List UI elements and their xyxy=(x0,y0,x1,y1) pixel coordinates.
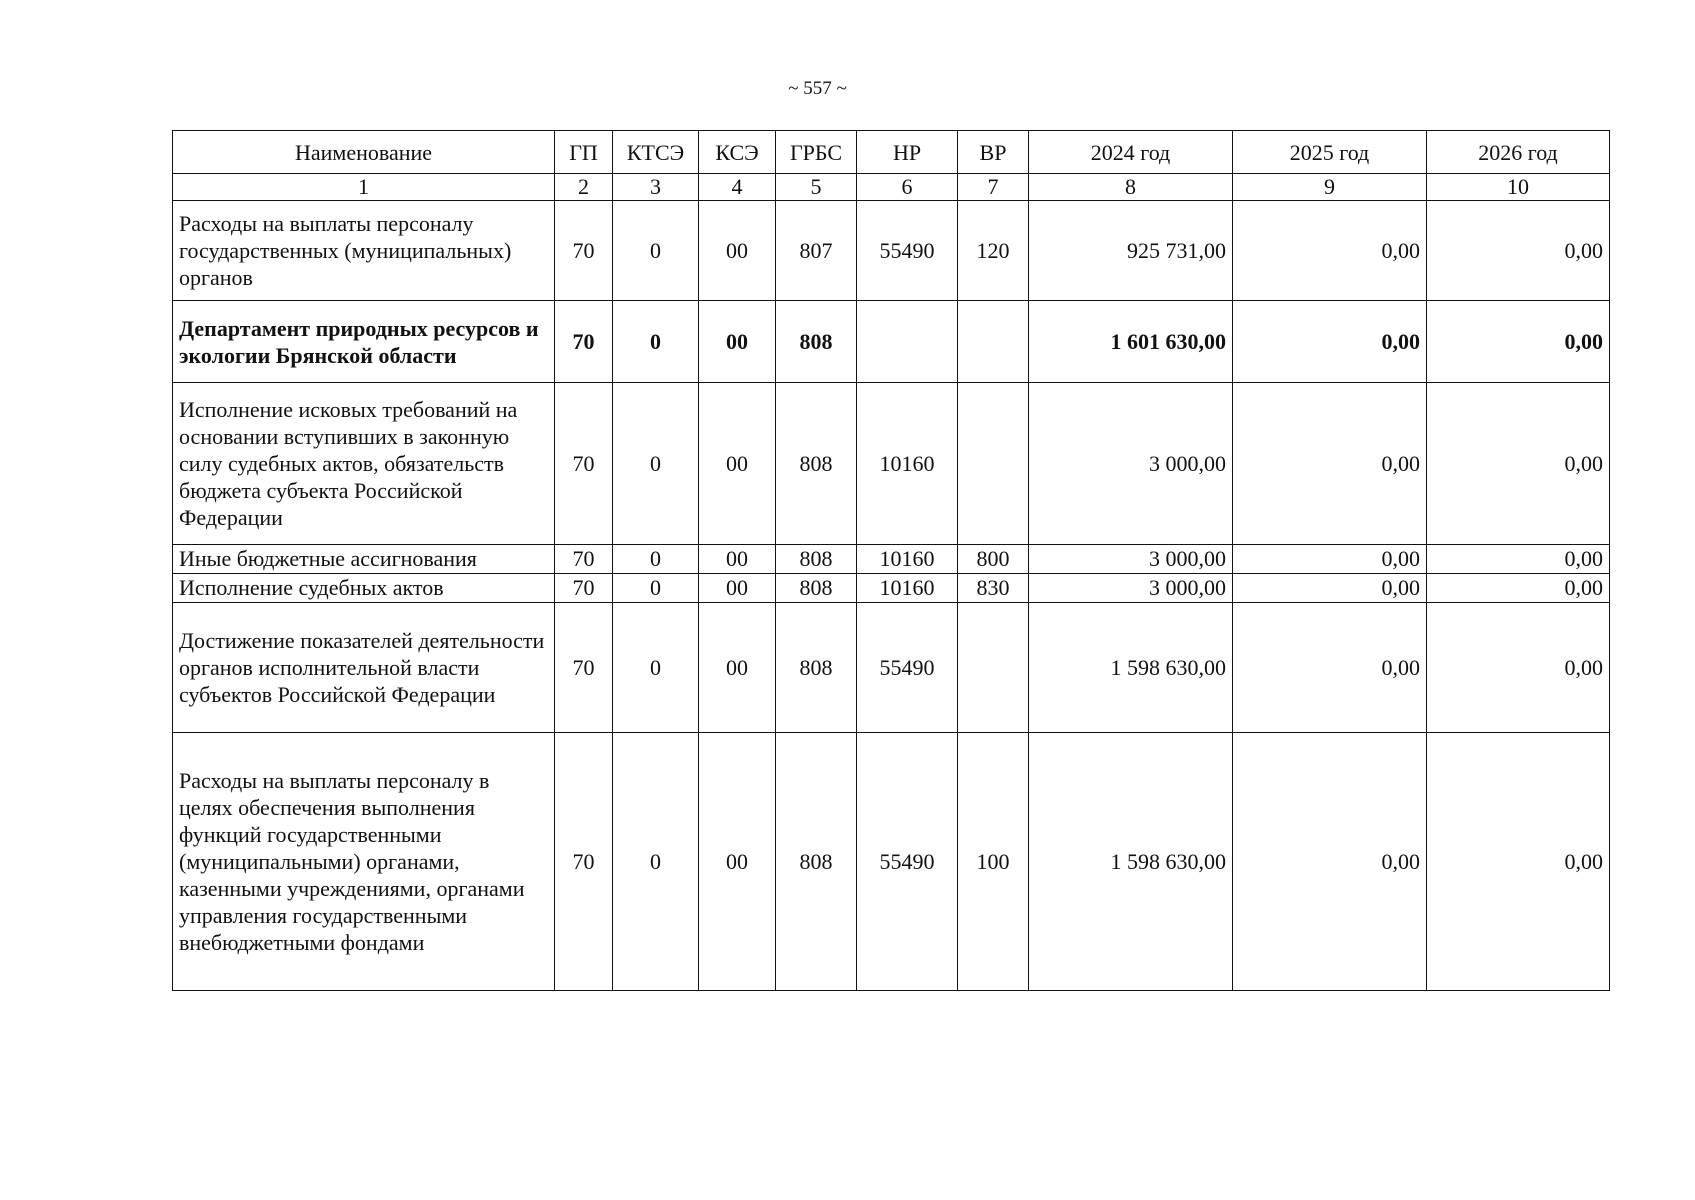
column-number: 8 xyxy=(1029,174,1233,201)
column-number: 9 xyxy=(1233,174,1427,201)
row-gp: 70 xyxy=(555,603,613,733)
row-vr: 100 xyxy=(958,733,1029,991)
header-vr: ВР xyxy=(958,131,1029,174)
row-gp: 70 xyxy=(555,733,613,991)
header-kse: КСЭ xyxy=(699,131,776,174)
row-2026: 0,00 xyxy=(1427,301,1610,383)
row-grbs: 808 xyxy=(776,301,857,383)
budget-table xyxy=(172,130,1610,991)
row-2024: 1 598 630,00 xyxy=(1029,603,1233,733)
row-kse: 00 xyxy=(699,201,776,301)
table-row xyxy=(173,574,1610,603)
row-2026: 0,00 xyxy=(1427,201,1610,301)
table-row xyxy=(173,201,1610,301)
row-name: Расходы на выплаты персоналу в целях обеспечения выполнения функций государственными (муниципальными) органами, казенными учреждениями, органами управления государственными внебюджетными фондами xyxy=(173,733,555,991)
header-2024: 2024 год xyxy=(1029,131,1233,174)
row-name: Достижение показателей деятельности органов исполнительной власти субъектов Российской Федерации xyxy=(173,603,555,733)
row-kse: 00 xyxy=(699,574,776,603)
row-vr xyxy=(958,603,1029,733)
row-vr xyxy=(958,383,1029,545)
row-2025: 0,00 xyxy=(1233,603,1427,733)
row-grbs: 808 xyxy=(776,733,857,991)
row-grbs: 808 xyxy=(776,383,857,545)
row-vr: 120 xyxy=(958,201,1029,301)
row-nr: 10160 xyxy=(857,383,958,545)
column-number: 3 xyxy=(613,174,699,201)
header-2025: 2025 год xyxy=(1233,131,1427,174)
row-2024: 925 731,00 xyxy=(1029,201,1233,301)
row-2025: 0,00 xyxy=(1233,201,1427,301)
row-gp: 70 xyxy=(555,383,613,545)
header-row xyxy=(173,131,1610,174)
row-ktse: 0 xyxy=(613,301,699,383)
row-name: Исполнение судебных актов xyxy=(173,574,555,603)
row-kse: 00 xyxy=(699,545,776,574)
column-number: 4 xyxy=(699,174,776,201)
row-kse: 00 xyxy=(699,383,776,545)
row-2024: 3 000,00 xyxy=(1029,574,1233,603)
row-name: Иные бюджетные ассигнования xyxy=(173,545,555,574)
row-nr: 55490 xyxy=(857,733,958,991)
column-number: 5 xyxy=(776,174,857,201)
header-ktse: КТСЭ xyxy=(613,131,699,174)
row-2024: 1 598 630,00 xyxy=(1029,733,1233,991)
row-2025: 0,00 xyxy=(1233,545,1427,574)
row-2025: 0,00 xyxy=(1233,733,1427,991)
row-name: Исполнение исковых требований на основании вступивших в законную силу судебных актов, обязательств бюджета субъекта Российской Федерации xyxy=(173,383,555,545)
column-number: 2 xyxy=(555,174,613,201)
row-nr: 55490 xyxy=(857,603,958,733)
row-2026: 0,00 xyxy=(1427,545,1610,574)
row-name: Расходы на выплаты персоналу государственных (муниципальных) органов xyxy=(173,201,555,301)
row-nr: 55490 xyxy=(857,201,958,301)
header-nr: НР xyxy=(857,131,958,174)
table-row xyxy=(173,545,1610,574)
column-number: 1 xyxy=(173,174,555,201)
row-nr: 10160 xyxy=(857,574,958,603)
row-gp: 70 xyxy=(555,545,613,574)
row-kse: 00 xyxy=(699,301,776,383)
header-gp: ГП xyxy=(555,131,613,174)
column-number: 7 xyxy=(958,174,1029,201)
row-vr: 800 xyxy=(958,545,1029,574)
row-kse: 00 xyxy=(699,733,776,991)
column-number-row xyxy=(173,174,1610,201)
table-row xyxy=(173,603,1610,733)
row-name: Департамент природных ресурсов и экологии Брянской области xyxy=(173,301,555,383)
table-row xyxy=(173,383,1610,545)
table-row xyxy=(173,733,1610,991)
row-2026: 0,00 xyxy=(1427,733,1610,991)
row-grbs: 808 xyxy=(776,603,857,733)
row-ktse: 0 xyxy=(613,733,699,991)
header-name: Наименование xyxy=(173,131,555,174)
row-ktse: 0 xyxy=(613,603,699,733)
row-vr: 830 xyxy=(958,574,1029,603)
row-ktse: 0 xyxy=(613,201,699,301)
row-ktse: 0 xyxy=(613,383,699,545)
row-2024: 1 601 630,00 xyxy=(1029,301,1233,383)
row-gp: 70 xyxy=(555,574,613,603)
page-number: ~ 557 ~ xyxy=(788,78,847,99)
column-number: 10 xyxy=(1427,174,1610,201)
header-2026: 2026 год xyxy=(1427,131,1610,174)
row-grbs: 808 xyxy=(776,545,857,574)
row-kse: 00 xyxy=(699,603,776,733)
row-2026: 0,00 xyxy=(1427,383,1610,545)
row-ktse: 0 xyxy=(613,574,699,603)
row-2024: 3 000,00 xyxy=(1029,545,1233,574)
row-nr: 10160 xyxy=(857,545,958,574)
row-nr xyxy=(857,301,958,383)
row-2026: 0,00 xyxy=(1427,574,1610,603)
row-2024: 3 000,00 xyxy=(1029,383,1233,545)
row-ktse: 0 xyxy=(613,545,699,574)
row-grbs: 808 xyxy=(776,574,857,603)
row-gp: 70 xyxy=(555,201,613,301)
row-2026: 0,00 xyxy=(1427,603,1610,733)
row-2025: 0,00 xyxy=(1233,301,1427,383)
table-row xyxy=(173,301,1610,383)
row-2025: 0,00 xyxy=(1233,383,1427,545)
row-grbs: 807 xyxy=(776,201,857,301)
row-vr xyxy=(958,301,1029,383)
row-2025: 0,00 xyxy=(1233,574,1427,603)
header-grbs: ГРБС xyxy=(776,131,857,174)
row-gp: 70 xyxy=(555,301,613,383)
column-number: 6 xyxy=(857,174,958,201)
